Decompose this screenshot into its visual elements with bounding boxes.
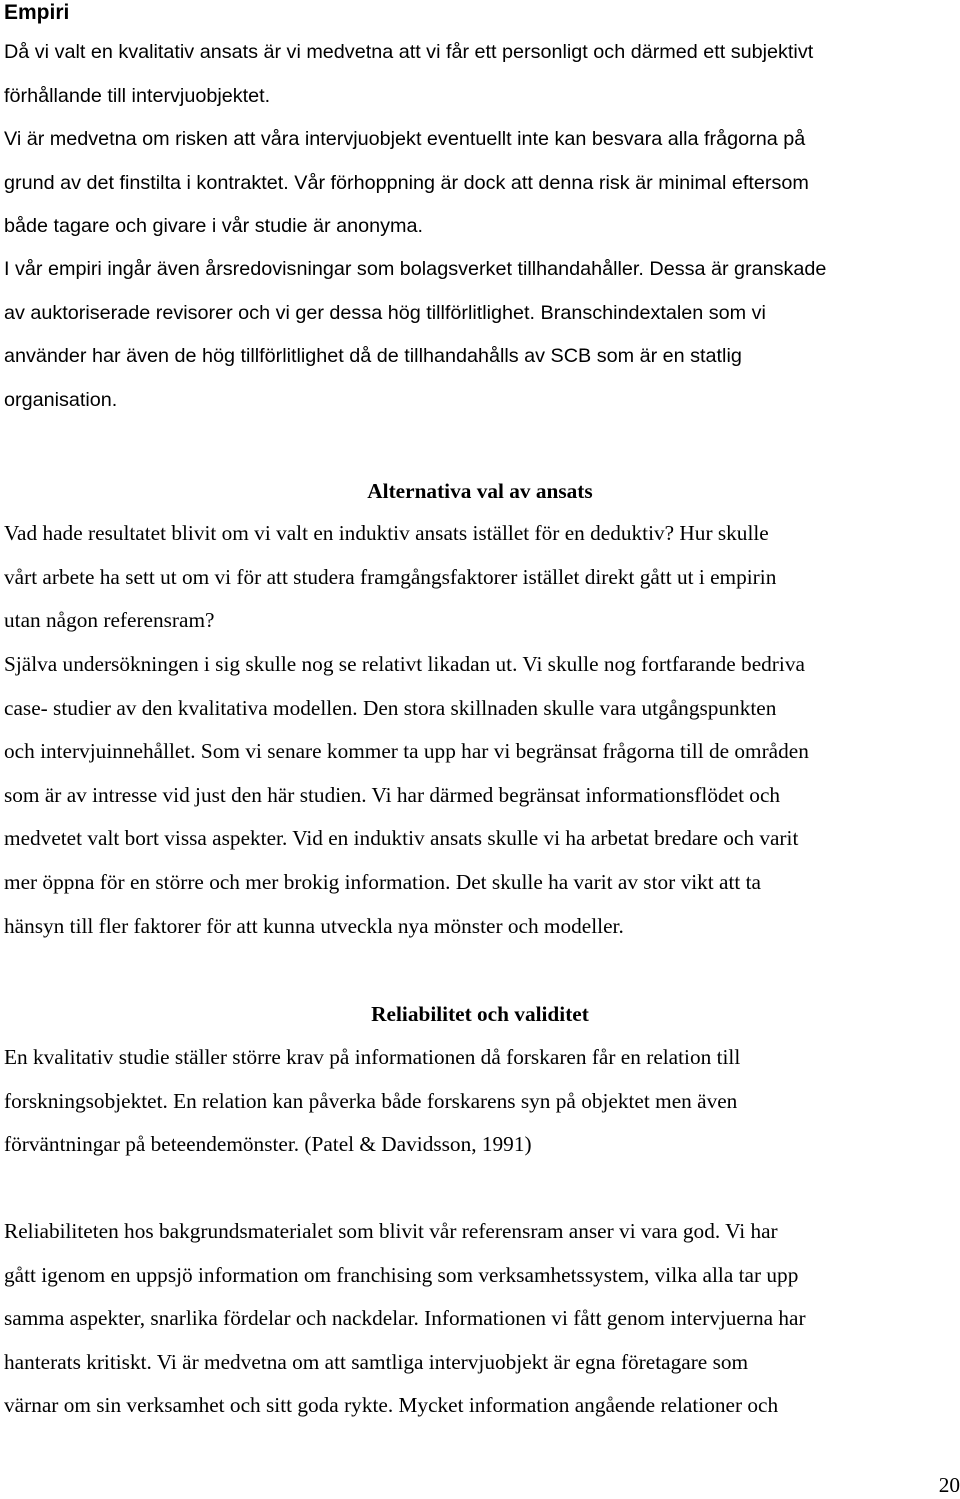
text-line: förväntningar på beteendemönster. (Patel & Davidsson, 1991)	[4, 1132, 532, 1157]
text-line: och intervjuinnehållet. Som vi senare kommer ta upp har vi begränsat frågorna till de områden	[4, 739, 809, 764]
paragraph-empiri-risk	[4, 118, 959, 249]
text-line: vårt arbete ha sett ut om vi för att studera framgångsfaktorer istället direkt gått ut i empirin	[4, 564, 777, 589]
text-line: forskningsobjektet. En relation kan påverka både forskarens syn på objektet men även	[4, 1088, 738, 1113]
paragraph-reliabilitet-material	[4, 1210, 959, 1428]
text-line: I vår empiri ingår även årsredovisningar som bolagsverket tillhandahåller. Dessa är granskade	[4, 258, 827, 280]
text-line: hänsyn till fler faktorer för att kunna utveckla nya mönster och modeller.	[4, 913, 624, 938]
section-heading-reliabilitet: Reliabilitet och validitet	[371, 1002, 589, 1026]
text-line: förhållande till intervjuobjektet.	[4, 84, 271, 107]
page-number: 20	[938, 1473, 960, 1497]
text-line: En kvalitativ studie ställer större krav på informationen då forskaren får en relation till	[4, 1045, 741, 1069]
text-line: Reliabiliteten hos bakgrundsmaterialet som blivit vår referensram anser vi vara god. Vi har	[4, 1219, 778, 1243]
section-heading-alternativa: Alternativa val av ansats	[367, 479, 593, 503]
text-line: medvetet valt bort vissa aspekter. Vid en induktiv ansats skulle vi ha arbetat bredare och varit	[4, 826, 799, 851]
text-line: både tagare och givare i vår studie är anonyma.	[4, 215, 423, 238]
text-line: grund av det finstilta i kontraktet. Vår förhoppning är dock att denna risk är minimal eftersom	[4, 171, 809, 194]
text-line: organisation.	[4, 388, 118, 411]
text-line: som är av intresse vid just den här studien. Vi har därmed begränsat informationsflödet och	[4, 782, 781, 807]
paragraph-alternativa-questions	[4, 512, 959, 643]
text-line: hanterats kritiskt. Vi är medvetna om att samtliga intervjuobjekt är egna företagare som	[4, 1349, 749, 1374]
section-heading-empiri: Empiri	[4, 1, 70, 24]
text-line: Själva undersökningen i sig skulle nog se relativt likadan ut. Vi skulle nog fortfarande bedriva	[4, 652, 805, 676]
text-line: Då vi valt en kvalitativ ansats är vi medvetna att vi får ett personligt och därmed ett subjektivt	[4, 41, 814, 63]
paragraph-alternativa-discussion	[4, 643, 959, 948]
text-line: case- studier av den kvalitativa modellen. Den stora skillnaden skulle vara utgångspunkten	[4, 695, 777, 720]
paragraph-empiri-arsredovisningar	[4, 248, 959, 422]
text-line: utan någon referensram?	[4, 608, 215, 633]
text-line: Vi är medvetna om risken att våra intervjuobjekt eventuellt inte kan besvara alla frågorna på	[4, 128, 806, 150]
text-line: mer öppna för en större och mer brokig information. Det skulle ha varit av stor vikt att ta	[4, 869, 762, 894]
text-line: av auktoriserade revisorer och vi ger dessa hög tillförlitlighet. Branschindextalen som vi	[4, 301, 766, 324]
text-line: gått igenom en uppsjö information om franchising som verksamhetssystem, vilka alla tar upp	[4, 1262, 799, 1287]
text-line: värnar om sin verksamhet och sitt goda rykte. Mycket information angående relationer och	[4, 1393, 779, 1418]
paragraph-empiri-intro	[4, 31, 959, 118]
paragraph-reliabilitet-intro	[4, 1036, 959, 1167]
text-line: använder har även de hög tillförlitlighet då de tillhandahålls av SCB som är en statlig	[4, 345, 742, 368]
text-line: Vad hade resultatet blivit om vi valt en induktiv ansats istället för en deduktiv? Hur skulle	[4, 521, 769, 545]
text-line: samma aspekter, snarlika fördelar och nackdelar. Informationen vi fått genom intervjuerna har	[4, 1306, 806, 1331]
